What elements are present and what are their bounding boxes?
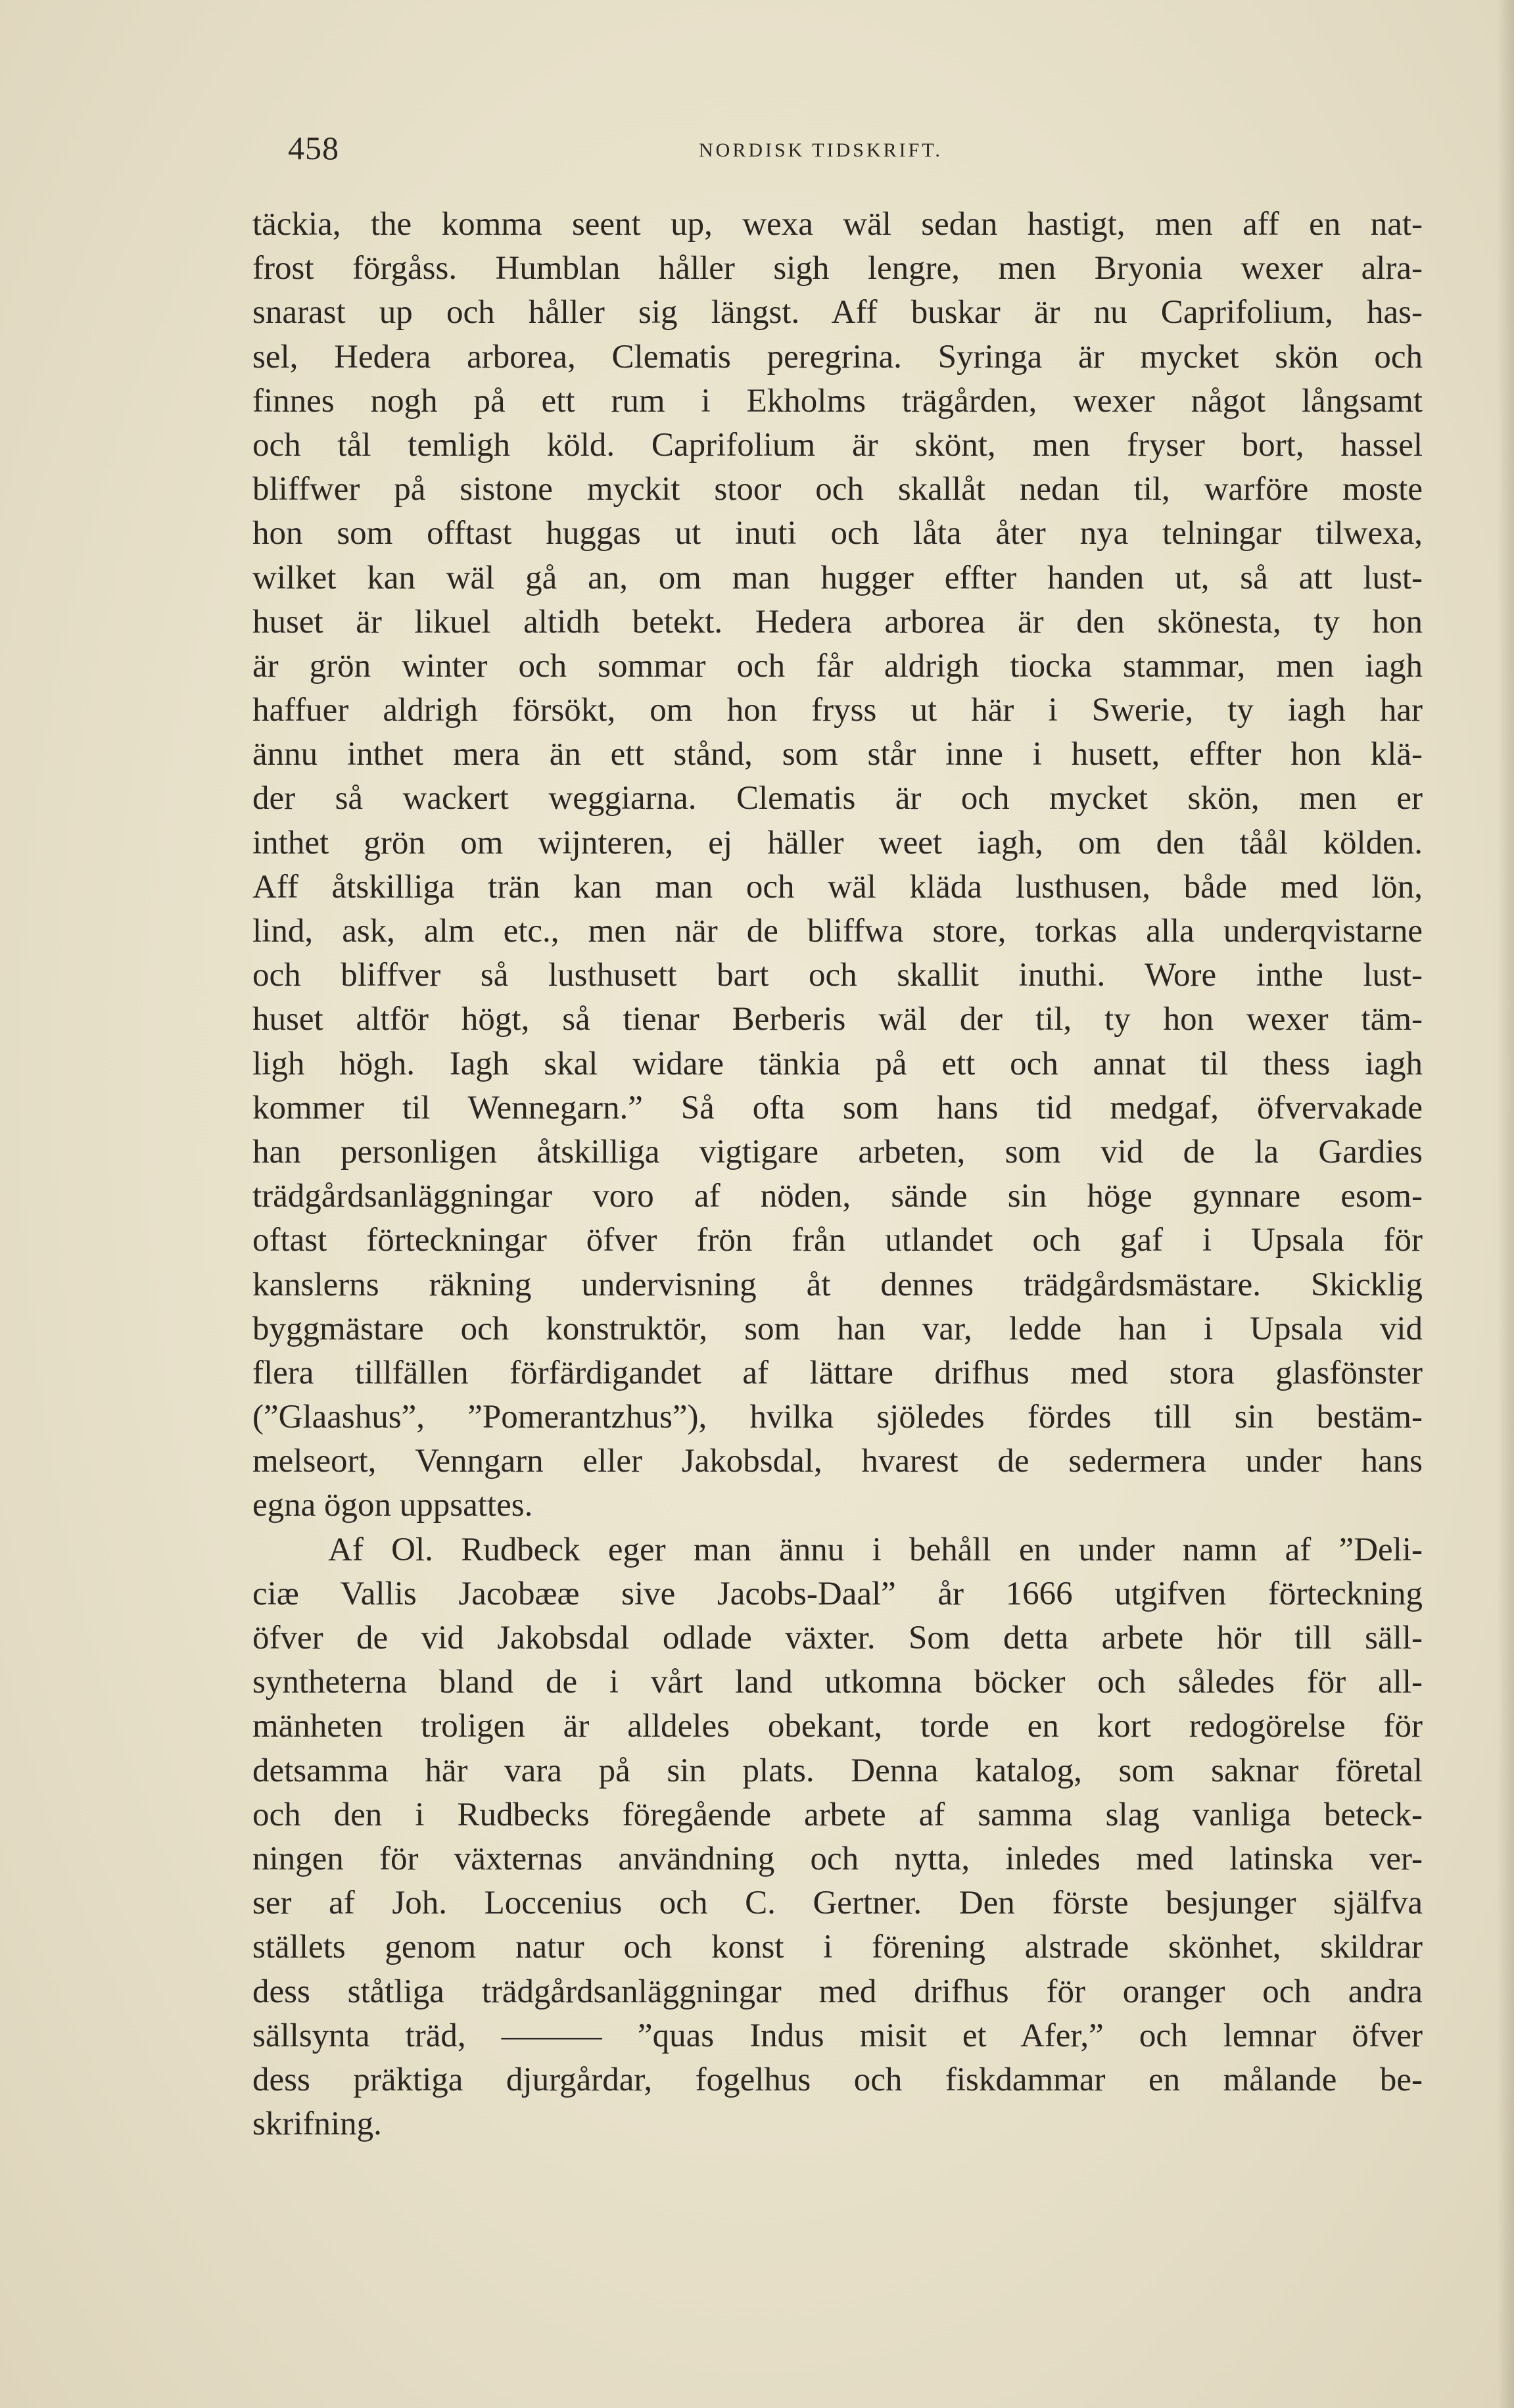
text-line: oftast förteckningar öfver frön från utlandet och gaf i Upsala för [252,1222,1423,1259]
text-line: der så wackert weggiarna. Clematis är och mycket skön, men er [252,780,1423,817]
text-line: snarast up och håller sig längst. Aff buskar är nu Caprifolium, has- [252,294,1423,331]
text-line: ännu inthet mera än ett stånd, som står inne i husett, effter hon klä- [252,736,1423,773]
text-line: dess ståtliga trädgårdsanläggningar med drifhus för oranger och andra [252,1973,1423,2010]
text-line: (”Glaashus”, ”Pomerantzhus”), hvilka sjöledes fördes till sin bestäm- [252,1399,1423,1436]
text-line: och tål temligh köld. Caprifolium är skönt, men fryser bort, hassel [252,426,1423,464]
text-line: dess präktiga djurgårdar, fogelhus och fiskdammar en målande be- [252,2061,1423,2098]
text-line: kanslerns räkning undervisning åt dennes trädgårdsmästare. Skicklig [252,1266,1423,1303]
text-line: hon som offtast huggas ut inuti och låta åter nya telningar tilwexa, [252,515,1423,552]
text-line: och den i Rudbecks föregående arbete af samma slag vanliga beteck- [252,1796,1423,1833]
text-line: ställets genom natur och konst i förening alstrade skönhet, skildrar [252,1929,1423,1966]
text-line: inthet grön om wijnteren, ej häller weet iagh, om den tåål kölden. [252,824,1423,861]
text-line: egna ögon uppsattes. [252,1487,533,1524]
page-number: 458 [288,130,339,166]
text-line: ser af Joh. Loccenius och C. Gertner. Den förste besjunger själfva [252,1885,1423,1922]
text-line: detsamma här vara på sin plats. Denna katalog, som saknar företal [252,1752,1423,1789]
text-line: wilket kan wäl gå an, om man hugger effter handen ut, så att lust- [252,559,1423,596]
text-line: trädgårdsanläggningar voro af nöden, sände sin höge gynnare esom- [252,1178,1423,1215]
text-line: flera tillfällen förfärdigandet af lättare drifhus med stora glasfönster [252,1354,1423,1391]
text-line: sel, Hedera arborea, Clematis peregrina. Syringa är mycket skön och [252,338,1423,375]
text-line: är grön winter och sommar och får aldrigh tiocka stammar, men iagh [252,647,1423,685]
text-line: täckia, the komma seent up, wexa wäl sedan hastigt, men aff en nat- [252,206,1423,243]
text-line: melseort, Venngarn eller Jakobsdal, hvarest de sedermera under hans [252,1443,1423,1480]
text-line: kommer til Wennegarn.” Så ofta som hans tid medgaf, öfvervakade [252,1089,1423,1126]
text-line: ningen för växternas användning och nytta, inledes med latinska ver- [252,1840,1423,1877]
text-line: han personligen åtskilliga vigtigare arbeten, som vid de la Gardies [252,1133,1423,1170]
text-line: haffuer aldrigh försökt, om hon fryss ut här i Swerie, ty iagh har [252,692,1423,729]
page-header [288,129,1423,175]
text-line: och bliffver så lusthusett bart och skallit inuthi. Wore inthe lust- [252,957,1423,994]
text-line: finnes nogh på ett rum i Ekholms trägården, wexer något långsamt [252,382,1423,420]
text-line: Aff åtskilliga trän kan man och wäl kläda lusthusen, både med lön, [252,868,1423,905]
text-line: lind, ask, alm etc., men när de bliffwa store, torkas alla underqvistarne [252,913,1423,950]
text-line: ciæ Vallis Jacobææ sive Jacobs-Daal” år 1666 utgifven förteckning [252,1575,1423,1612]
text-line: Af Ol. Rudbeck eger man ännu i behåll en under namn af ”Deli- [328,1531,1423,1568]
text-line: skrifning. [252,2106,382,2143]
text-line: huset är likuel altidh betekt. Hedera arborea är den skönesta, ty hon [252,603,1423,640]
text-line: huset altför högt, så tienar Berberis wäl der til, ty hon wexer täm- [252,1001,1423,1038]
page-edge-shadow [1497,0,1514,2408]
text-line: syntheterna bland de i vårt land utkomna böcker och således för all- [252,1664,1423,1701]
body-text [252,203,1423,2146]
text-line: ligh högh. Iagh skal widare tänkia på ett och annat til thess iagh [252,1045,1423,1082]
text-line: sällsynta träd, ——— ”quas Indus misit et Afer,” och lemnar öfver [252,2017,1423,2054]
text-line: mänheten troligen är alldeles obekant, torde en kort redogörelse för [252,1708,1423,1745]
text-line: byggmästare och konstruktör, som han var, ledde han i Upsala vid [252,1310,1423,1347]
running-title: NORDISK TIDSKRIFT. [699,139,943,161]
text-line: bliffwer på sistone myckit stoor och skallåt nedan til, warföre moste [252,471,1423,508]
text-line: öfver de vid Jakobsdal odlade växter. Som detta arbete hör till säll- [252,1620,1423,1656]
text-line: frost förgåss. Humblan håller sigh lengre, men Bryonia wexer alra- [252,250,1423,287]
